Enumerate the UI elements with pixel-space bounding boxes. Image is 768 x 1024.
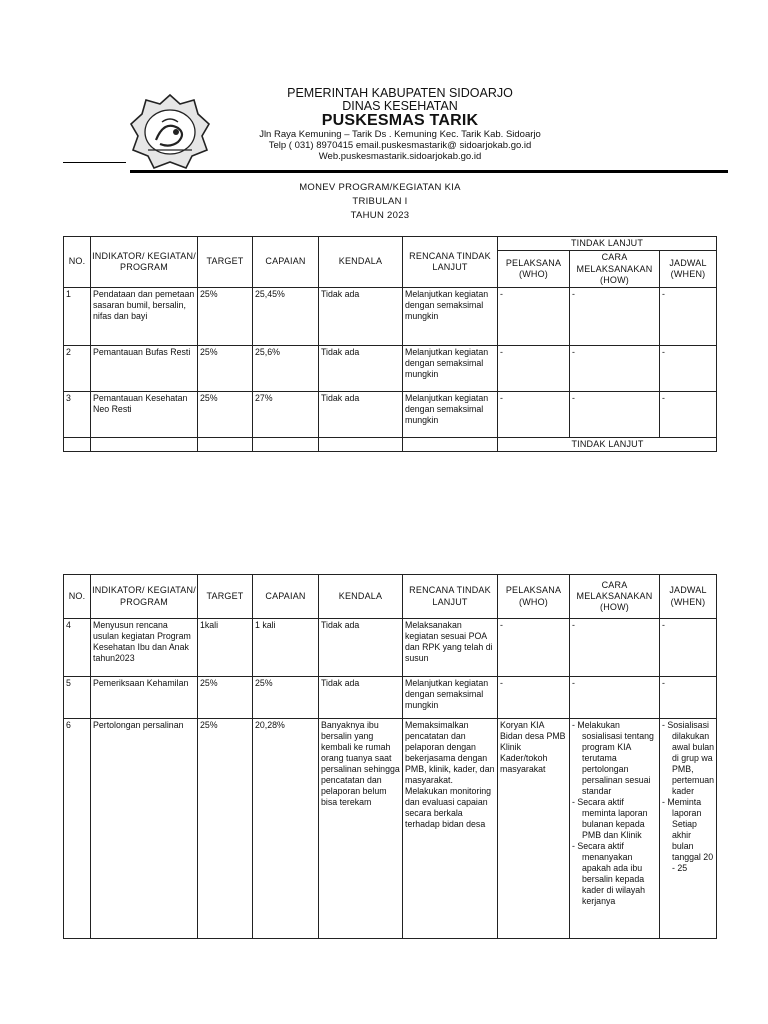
- cell-rencana: Melanjutkan kegiatan dengan semaksimal mungkin: [403, 392, 498, 438]
- cell-kendala: Tidak ada: [319, 677, 403, 719]
- cell-indikator: Pemantauan Bufas Resti: [91, 346, 198, 392]
- cell-capaian: 25,45%: [253, 288, 319, 346]
- letterhead-department: DINAS KESEHATAN: [342, 99, 458, 113]
- letterhead-divider: [130, 170, 728, 173]
- table-footer-row: [64, 438, 717, 452]
- letterhead-government: PEMERINTAH KABUPATEN SIDOARJO: [287, 86, 513, 100]
- cell-jadwal: [660, 719, 717, 939]
- table-row: [64, 719, 717, 939]
- cell-pelaksana: -: [498, 619, 570, 677]
- header-indikator: INDIKATOR/ KEGIATAN/ PROGRAM: [91, 575, 198, 619]
- cell-indikator: Pemantauan Kesehatan Neo Resti: [91, 392, 198, 438]
- cell-capaian: 20,28%: [253, 719, 319, 939]
- cell-no: 1: [64, 288, 91, 346]
- cell-no: 2: [64, 346, 91, 392]
- cell-indikator: Pertolongan persalinan: [91, 719, 198, 939]
- header-capaian: CAPAIAN: [253, 237, 319, 288]
- cell-empty: [403, 438, 498, 452]
- cell-empty: [64, 438, 91, 452]
- header-cara: CARA MELAKSANAKAN (HOW): [570, 251, 660, 288]
- cell-no: 6: [64, 719, 91, 939]
- document-title: MONEV PROGRAM/KEGIATAN KIA: [299, 182, 461, 193]
- cell-cara: [570, 719, 660, 939]
- cell-pelaksana: -: [498, 677, 570, 719]
- cell-indikator: Menyusun rencana usulan kegiatan Program Kesehatan Ibu dan Anak tahun2023: [91, 619, 198, 677]
- monev-table-1: [63, 236, 717, 452]
- cell-indikator: Pemeriksaan Kehamilan: [91, 677, 198, 719]
- cell-rencana: Memaksimalkan pencatatan dan pelaporan dengan bekerjasama dengan PMB, klinik, kader, dan masyarakat. Melakukan monitoring dan evaluasi capaian secara berkala terhadap bidan desa: [403, 719, 498, 939]
- header-pelaksana: PELAKSANA (WHO): [498, 251, 570, 288]
- cell-rencana: Melanjutkan kegiatan dengan semaksimal mungkin: [403, 677, 498, 719]
- cell-empty: [253, 438, 319, 452]
- cell-jadwal: -: [660, 677, 717, 719]
- header-rencana: RENCANA TINDAK LANJUT: [403, 575, 498, 619]
- jadwal-item: - Meminta laporan Setiap akhir bulan tanggal 20 - 25: [662, 796, 714, 873]
- letterhead-website: Web.puskesmastarik.sidoarjokab.go.id: [318, 151, 482, 162]
- cara-item: - Melakukan sosialisasi tentang program KIA terutama pertolongan persalinan sesuai standar: [572, 720, 654, 796]
- footer-tindak-lanjut: TINDAK LANJUT: [498, 438, 717, 452]
- header-target: TARGET: [198, 237, 253, 288]
- header-kendala: KENDALA: [319, 575, 403, 619]
- cara-item: - Secara aktif meminta laporan bulanan kepada PMB dan Klinik: [572, 796, 648, 840]
- cell-rencana: Melaksanakan kegiatan sesuai POA dan RPK yang telah di susun: [403, 619, 498, 677]
- header-indikator: INDIKATOR/ KEGIATAN/ PROGRAM: [91, 237, 198, 288]
- cell-pelaksana: -: [498, 288, 570, 346]
- short-divider: [63, 162, 126, 163]
- document-period: TRIBULAN I: [352, 196, 408, 207]
- header-cara: CARA MELAKSANAKAN (HOW): [570, 575, 660, 619]
- cell-kendala: Tidak ada: [319, 619, 403, 677]
- cell-jadwal: -: [660, 619, 717, 677]
- header-pelaksana: PELAKSANA (WHO): [498, 575, 570, 619]
- cell-cara: -: [570, 288, 660, 346]
- cell-kendala: Tidak ada: [319, 288, 403, 346]
- cell-pelaksana: Koryan KIA Bidan desa PMB Klinik Kader/tokoh masyarakat: [498, 719, 570, 939]
- cell-capaian: 1 kali: [253, 619, 319, 677]
- cell-pelaksana: -: [498, 346, 570, 392]
- cell-target: 25%: [198, 719, 253, 939]
- table-header-row: [64, 575, 717, 619]
- cell-empty: [319, 438, 403, 452]
- header-no: NO.: [64, 237, 91, 288]
- letterhead-contact: Telp ( 031) 8970415 email.puskesmastarik@ sidoarjokab.go.id: [268, 140, 532, 151]
- table-row: [64, 346, 717, 392]
- header-jadwal: JADWAL (WHEN): [660, 575, 717, 619]
- cell-empty: [198, 438, 253, 452]
- cell-jadwal: -: [660, 288, 717, 346]
- cell-cara: -: [570, 392, 660, 438]
- cell-kendala: Tidak ada: [319, 346, 403, 392]
- cell-capaian: 27%: [253, 392, 319, 438]
- letterhead-institution-name: PUSKESMAS TARIK: [321, 112, 479, 129]
- cell-empty: [91, 438, 198, 452]
- cell-target: 25%: [198, 392, 253, 438]
- cell-pelaksana: -: [498, 392, 570, 438]
- cara-item: - Secara aktif menanyakan apakah ada ibu bersalin kepada kader di wilayah kerjanya: [572, 840, 646, 906]
- jadwal-item: - Sosialisasi dilakukan awal bulan di grup wa PMB, pertemuan kader: [662, 720, 715, 796]
- sidoarjo-emblem-logo: [128, 92, 212, 172]
- header-capaian: CAPAIAN: [253, 575, 319, 619]
- header-no: NO.: [64, 575, 91, 619]
- cell-jadwal: -: [660, 346, 717, 392]
- document-year: TAHUN 2023: [350, 210, 410, 221]
- cell-kendala: Tidak ada: [319, 392, 403, 438]
- table-row: [64, 392, 717, 438]
- table-row: [64, 288, 717, 346]
- header-tindak-lanjut: TINDAK LANJUT: [498, 237, 717, 251]
- cell-cara: -: [570, 346, 660, 392]
- cell-target: 25%: [198, 346, 253, 392]
- table-header-row: [64, 237, 717, 251]
- cell-no: 5: [64, 677, 91, 719]
- header-kendala: KENDALA: [319, 237, 403, 288]
- cell-rencana: Melanjutkan kegiatan dengan semaksimal mungkin: [403, 288, 498, 346]
- header-target: TARGET: [198, 575, 253, 619]
- table-row: [64, 619, 717, 677]
- cell-rencana: Melanjutkan kegiatan dengan semaksimal mungkin: [403, 346, 498, 392]
- cell-target: 25%: [198, 677, 253, 719]
- cell-target: 1kali: [198, 619, 253, 677]
- cell-cara: -: [570, 677, 660, 719]
- cell-cara: -: [570, 619, 660, 677]
- cell-target: 25%: [198, 288, 253, 346]
- letterhead-address: Jln Raya Kemuning – Tarik Ds . Kemuning Kec. Tarik Kab. Sidoarjo: [259, 129, 541, 140]
- monev-table-2: [63, 574, 717, 939]
- header-rencana: RENCANA TINDAK LANJUT: [403, 237, 498, 288]
- cell-indikator: Pendataan dan pemetaan sasaran bumil, bersalin, nifas dan bayi: [91, 288, 198, 346]
- cell-jadwal: -: [660, 392, 717, 438]
- header-jadwal: JADWAL (WHEN): [660, 251, 717, 288]
- cell-capaian: 25%: [253, 677, 319, 719]
- cell-no: 4: [64, 619, 91, 677]
- cell-capaian: 25,6%: [253, 346, 319, 392]
- cell-no: 3: [64, 392, 91, 438]
- table-row: [64, 677, 717, 719]
- cell-kendala: Banyaknya ibu bersalin yang kembali ke rumah orang tuanya saat persalinan sehingga pencatatan dan pelaporan belum bisa terekam: [319, 719, 403, 939]
